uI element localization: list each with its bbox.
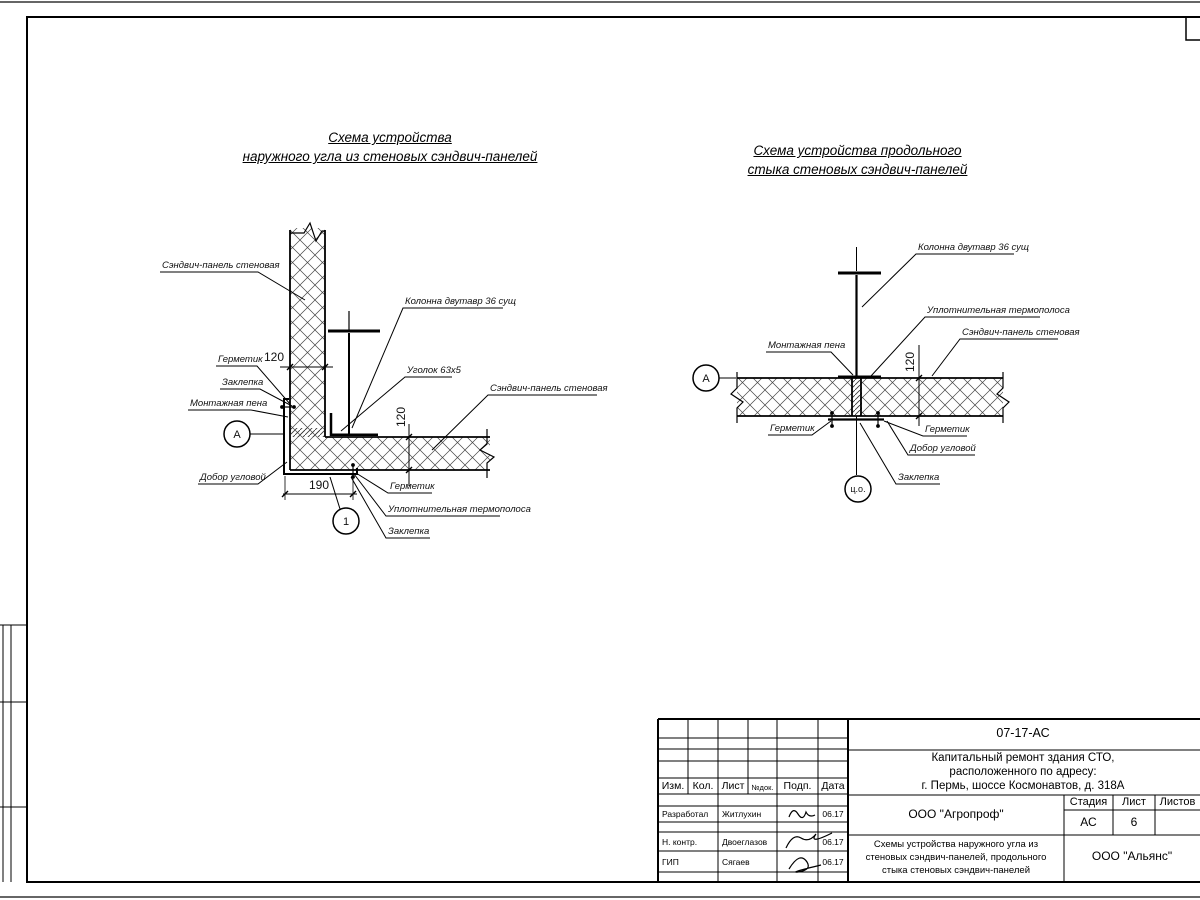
row-name: Двоеглазов	[722, 837, 768, 847]
row-date: 06.17	[822, 857, 844, 867]
label-column: Колонна двутавр 36 сущ	[918, 242, 1029, 253]
label-thermo-strip: Уплотнительная термополоса	[388, 504, 531, 515]
col-izm: Изм.	[661, 780, 685, 792]
label-rivet: Заклепка	[388, 526, 430, 537]
label-thermo-strip: Уплотнительная термополоса	[927, 305, 1070, 316]
col-podp: Подп.	[783, 780, 812, 792]
label-sealant: Герметик	[925, 424, 970, 435]
leader-lines	[719, 254, 1058, 484]
title-line: Схема устройства	[328, 130, 452, 145]
right-diagram-title	[690, 141, 1025, 179]
dim-190: 190	[308, 478, 330, 492]
left-diagram	[160, 223, 608, 538]
col-kol: Кол.	[692, 780, 714, 792]
doc-title-line: Схемы устройства наружного угла из	[873, 839, 1039, 850]
stage-col-header: Стадия	[1069, 796, 1108, 808]
label-wall-panel: Сэндвич-панель стеновая	[490, 383, 608, 394]
label-rivet: Заклепка	[898, 472, 940, 483]
label-wall-panel: Сэндвич-панель стеновая	[962, 327, 1080, 338]
row-role: Разработал	[662, 809, 709, 819]
row-name: Житлухин	[722, 809, 762, 819]
doc-title-line: стыка стеновых сэндвич-панелей	[881, 865, 1031, 876]
sheet-number: 6	[1130, 815, 1138, 829]
col-ndok: №док.	[751, 783, 774, 792]
signature	[789, 858, 821, 872]
label-wall-panel: Сэндвич-панель стеновая	[162, 260, 280, 271]
customer-org: ООО "Альянс"	[1091, 849, 1173, 863]
label-corner-trim: Добор угловой	[910, 443, 976, 454]
doc-title-line: стеновых сэндвич-панелей, продольного	[865, 852, 1047, 863]
sheets-col-header: Листов	[1159, 796, 1196, 808]
title-line: стыка стеновых сэндвич-панелей	[747, 162, 968, 177]
signature	[789, 811, 815, 818]
wall-panel-hatch	[290, 437, 490, 470]
label-angle: Уголок 63х5	[407, 365, 461, 376]
row-role: Н. контр.	[662, 837, 698, 847]
dim-120-vertical: 120	[394, 406, 408, 428]
right-diagram	[693, 242, 1080, 502]
title-line: Схема устройства продольного	[753, 143, 962, 158]
left-diagram-title	[200, 128, 580, 166]
designer-org: ООО "Агропроф"	[908, 807, 1004, 821]
steel-angle	[331, 413, 378, 435]
label-foam: Монтажная пена	[190, 398, 268, 409]
dim-120-horizontal: 120	[263, 350, 285, 364]
project-line: Капитальный ремонт здания СТО,	[931, 752, 1115, 764]
row-role: ГИП	[662, 857, 679, 867]
column-ibeam	[328, 311, 380, 436]
node-mark-a: А	[233, 429, 241, 441]
label-corner-trim: Добор угловой	[200, 472, 266, 483]
project-line: расположенного по адресу:	[949, 766, 1097, 778]
node-mark-a: А	[702, 373, 710, 385]
axis-mark-co: ц.о.	[850, 484, 866, 494]
label-sealant: Герметик	[218, 354, 263, 365]
col-list: Лист	[721, 780, 745, 792]
foam-zone	[291, 428, 324, 437]
col-data: Дата	[821, 780, 845, 792]
stage-value: АС	[1080, 815, 1097, 829]
row-date: 06.17	[822, 837, 844, 847]
project-line: г. Пермь, шоссе Космонавтов, д. 318А	[921, 780, 1125, 792]
label-foam: Монтажная пена	[768, 340, 846, 351]
label-sealant: Герметик	[770, 423, 815, 434]
document-code: 07-17-АС	[996, 726, 1050, 740]
label-sealant: Герметик	[390, 481, 435, 492]
left-margin-stamp	[0, 625, 27, 882]
column-ibeam	[838, 247, 881, 475]
row-date: 06.17	[822, 809, 844, 819]
sheet-col-header: Лист	[1122, 796, 1146, 808]
row-name: Сягаев	[722, 857, 750, 867]
wall-panel-hatch	[862, 378, 1003, 416]
dim-120-vertical: 120	[903, 351, 917, 373]
wall-panel-hatch	[737, 378, 852, 416]
title-line: наружного угла из стеновых сэндвич-панелей	[242, 149, 538, 164]
detail-mark-1: 1	[342, 516, 350, 528]
label-column: Колонна двутавр 36 сущ	[405, 296, 516, 307]
label-rivet: Заклепка	[222, 377, 264, 388]
